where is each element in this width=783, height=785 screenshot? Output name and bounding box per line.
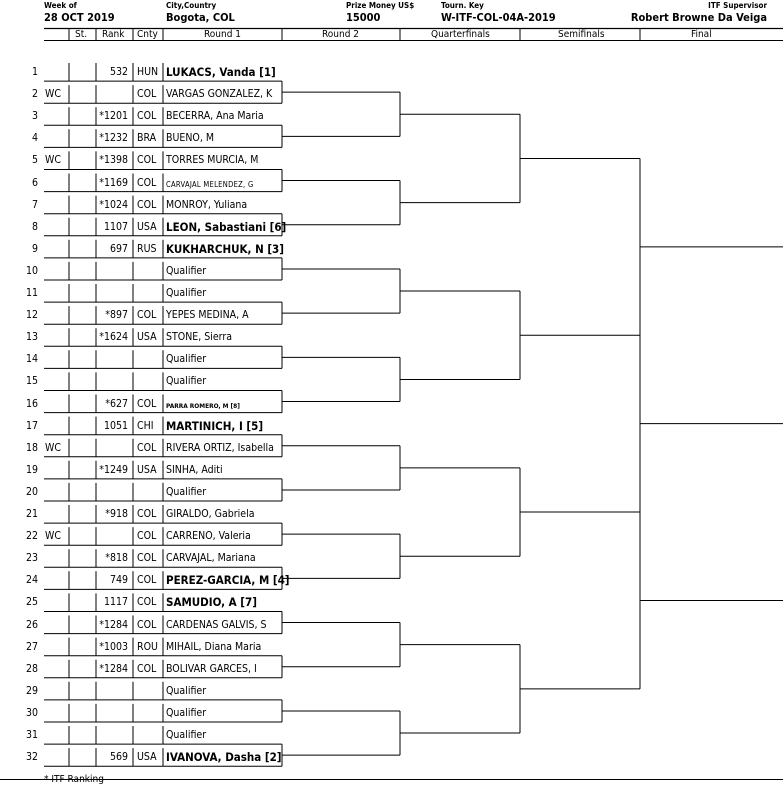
draw-position: 24 [25, 574, 38, 587]
player-name: YEPES MEDINA, A [166, 309, 249, 322]
draw-position: 22 [25, 530, 38, 543]
player-name: BOLIVAR GARCES, I [166, 662, 257, 675]
player-name: SINHA, Aditi [166, 463, 223, 476]
player-country: USA [137, 220, 157, 233]
player-country: COL [137, 198, 157, 211]
tournament-key-label: Tourn. Key [441, 1, 484, 10]
draw-position: 25 [25, 596, 38, 609]
player-name: BUENO, M [166, 132, 215, 145]
player-name: LUKACS, Vanda [1] [166, 65, 276, 79]
player-name: MIHAIL, Diana Maria [166, 640, 262, 653]
draw-row [0, 103, 300, 125]
player-rank: *818 [105, 552, 128, 565]
draw-row [0, 236, 300, 258]
player-name: GIRALDO, Gabriela [166, 508, 255, 520]
player-name: IVANOVA, Dasha [2] [166, 750, 282, 765]
player-name: Qualifier [166, 485, 207, 498]
player-country: COL [137, 508, 157, 520]
player-rank: *1232 [99, 132, 128, 145]
player-name: CARDENAS GALVIS, S [166, 618, 267, 631]
draw-row [0, 479, 300, 501]
prize-label: Prize Money US$ [346, 1, 415, 10]
draw-position: 30 [25, 706, 38, 719]
player-rank: 697 [109, 242, 128, 255]
player-country: COL [137, 596, 157, 609]
tournament-key-value: W-ITF-COL-04A-2019 [441, 11, 556, 24]
player-country: COL [137, 618, 157, 631]
entry-status: WC [45, 530, 61, 543]
draw-row [0, 567, 300, 589]
player-rank: 1117 [103, 596, 128, 609]
draw-row [0, 346, 300, 368]
player-rank: 532 [109, 66, 128, 78]
draw-row [0, 324, 300, 346]
draw-position: 9 [31, 242, 38, 255]
draw-position: 32 [25, 751, 38, 764]
player-country: COL [137, 309, 157, 322]
draw-position: 29 [25, 684, 38, 697]
player-rank: *1003 [99, 640, 128, 653]
draw-position: 6 [31, 176, 38, 189]
col-header-round1: Round 1 [204, 29, 242, 40]
player-country: ROU [137, 640, 158, 653]
draw-row [0, 678, 300, 700]
player-name: RIVERA ORTIZ, Isabella [166, 441, 274, 454]
draw-row [0, 391, 300, 413]
player-rank: *1398 [99, 154, 128, 167]
player-country: COL [137, 110, 157, 123]
player-name: STONE, Sierra [166, 331, 233, 344]
draw-position: 23 [25, 552, 38, 565]
draw-position: 31 [25, 729, 38, 741]
entry-status: WC [45, 154, 61, 167]
player-country: COL [137, 154, 157, 167]
player-rank: *1201 [99, 110, 128, 123]
draw-row [0, 700, 300, 722]
draw-row [0, 744, 300, 766]
draw-row [0, 634, 300, 656]
supervisor-label: ITF Supervisor [708, 1, 767, 10]
draw-row [0, 413, 300, 435]
col-header-semifinals: Semifinals [558, 29, 605, 40]
player-name: LEON, Sabastiani [6] [166, 219, 287, 234]
col-header-round2: Round 2 [322, 29, 360, 40]
entry-status: WC [45, 88, 61, 101]
draw-position: 12 [25, 309, 38, 322]
draw-position: 19 [25, 463, 38, 476]
player-name: MARTINICH, I [5] [166, 418, 264, 433]
draw-row [0, 280, 300, 302]
draw-row [0, 214, 300, 236]
draw-position: 21 [25, 508, 38, 520]
player-rank: *1624 [99, 331, 128, 344]
draw-position: 14 [25, 353, 38, 366]
draw-position: 3 [31, 110, 38, 123]
player-rank: 569 [109, 751, 128, 764]
draw-position: 10 [25, 264, 38, 277]
col-header-final: Final [691, 29, 712, 40]
player-rank: *1024 [99, 198, 128, 211]
draw-row [0, 147, 300, 169]
draw-row [0, 501, 300, 523]
draw-row [0, 125, 300, 147]
player-country: COL [137, 530, 157, 543]
player-name: Qualifier [166, 353, 207, 366]
draw-position: 2 [31, 88, 38, 101]
player-name: Qualifier [166, 264, 207, 277]
player-country: BRA [137, 132, 157, 145]
player-name: VARGAS GONZALEZ, K [166, 88, 273, 101]
week-label: Week of [44, 1, 77, 10]
draw-position: 13 [25, 331, 38, 344]
draw-row [0, 59, 300, 81]
player-country: COL [137, 176, 157, 189]
player-country: USA [137, 331, 157, 344]
player-country: USA [137, 751, 157, 764]
col-header-quarterfinals: Quarterfinals [431, 29, 490, 40]
player-name: Qualifier [166, 729, 207, 741]
player-name: Qualifier [166, 706, 207, 719]
player-country: COL [137, 397, 157, 410]
draw-row [0, 302, 300, 324]
city-label: City,Country [166, 1, 217, 10]
player-rank: *1284 [99, 618, 128, 631]
draw-position: 5 [31, 154, 38, 167]
draw-position: 11 [25, 287, 38, 299]
player-name: Qualifier [166, 684, 207, 697]
player-country: CHI [137, 419, 154, 432]
player-rank: *897 [105, 309, 128, 322]
player-country: COL [137, 662, 157, 675]
draw-row [0, 368, 300, 390]
draw-row [0, 435, 300, 457]
draw-row [0, 656, 300, 678]
player-country: COL [137, 552, 157, 565]
player-name: KUKHARCHUK, N [3] [166, 241, 284, 256]
player-rank: 749 [109, 574, 128, 587]
draw-position: 26 [25, 618, 38, 631]
footer-note: * ITF Ranking [44, 774, 104, 785]
draw-row [0, 258, 300, 280]
player-rank: *1249 [99, 463, 128, 476]
player-name: PARRA ROMERO, M [8] [166, 401, 240, 410]
player-name: SAMUDIO, A [7] [166, 595, 257, 610]
week-value: 28 OCT 2019 [44, 11, 115, 24]
player-country: RUS [137, 242, 157, 255]
draw-position: 15 [25, 375, 38, 388]
draw-row [0, 589, 300, 611]
draw-position: 1 [31, 66, 38, 78]
player-rank: *1169 [99, 176, 128, 189]
col-header-rank: Rank [102, 29, 125, 40]
draw-position: 28 [25, 662, 38, 675]
player-country: COL [137, 88, 157, 101]
draw-position: 18 [25, 441, 38, 454]
draw-row [0, 545, 300, 567]
player-country: HUN [137, 66, 159, 78]
player-name: BECERRA, Ana Maria [166, 110, 264, 123]
draw-row [0, 81, 300, 103]
player-country: COL [137, 574, 157, 587]
draw-row [0, 612, 300, 634]
player-name: Qualifier [166, 287, 207, 299]
draw-row [0, 170, 300, 192]
player-name: PEREZ-GARCIA, M [4] [166, 573, 290, 588]
player-name: Qualifier [166, 375, 207, 388]
draw-position: 17 [25, 419, 38, 432]
entry-status: WC [45, 441, 61, 454]
player-name: TORRES MURCIA, M [166, 154, 259, 167]
player-country: USA [137, 463, 157, 476]
player-rank: 1107 [103, 220, 128, 233]
player-rank: 1051 [103, 419, 128, 432]
draw-position: 27 [25, 640, 38, 653]
draw-row [0, 523, 300, 545]
draw-position: 4 [31, 132, 38, 145]
player-country: COL [137, 441, 157, 454]
prize-value: 15000 [346, 11, 381, 24]
player-name: CARRENO, Valeria [166, 530, 251, 543]
player-name: CARVAJAL, Mariana [166, 552, 256, 565]
draw-position: 20 [25, 485, 38, 498]
draw-position: 7 [31, 198, 38, 211]
city-value: Bogota, COL [166, 11, 235, 24]
player-name: MONROY, Yuliana [166, 198, 248, 211]
draw-position: 8 [31, 220, 38, 233]
player-rank: *918 [105, 508, 128, 520]
player-name: CARVAJAL MELENDEZ, G [166, 179, 254, 189]
draw-row [0, 457, 300, 479]
col-header-st: St. [75, 29, 88, 40]
draw-row [0, 192, 300, 214]
player-rank: *1284 [99, 662, 128, 675]
player-rank: *627 [105, 397, 128, 410]
supervisor-value: Robert Browne Da Veiga [630, 11, 767, 24]
draw-row [0, 722, 300, 744]
col-header-cnty: Cnty [137, 29, 158, 40]
draw-position: 16 [25, 397, 38, 410]
